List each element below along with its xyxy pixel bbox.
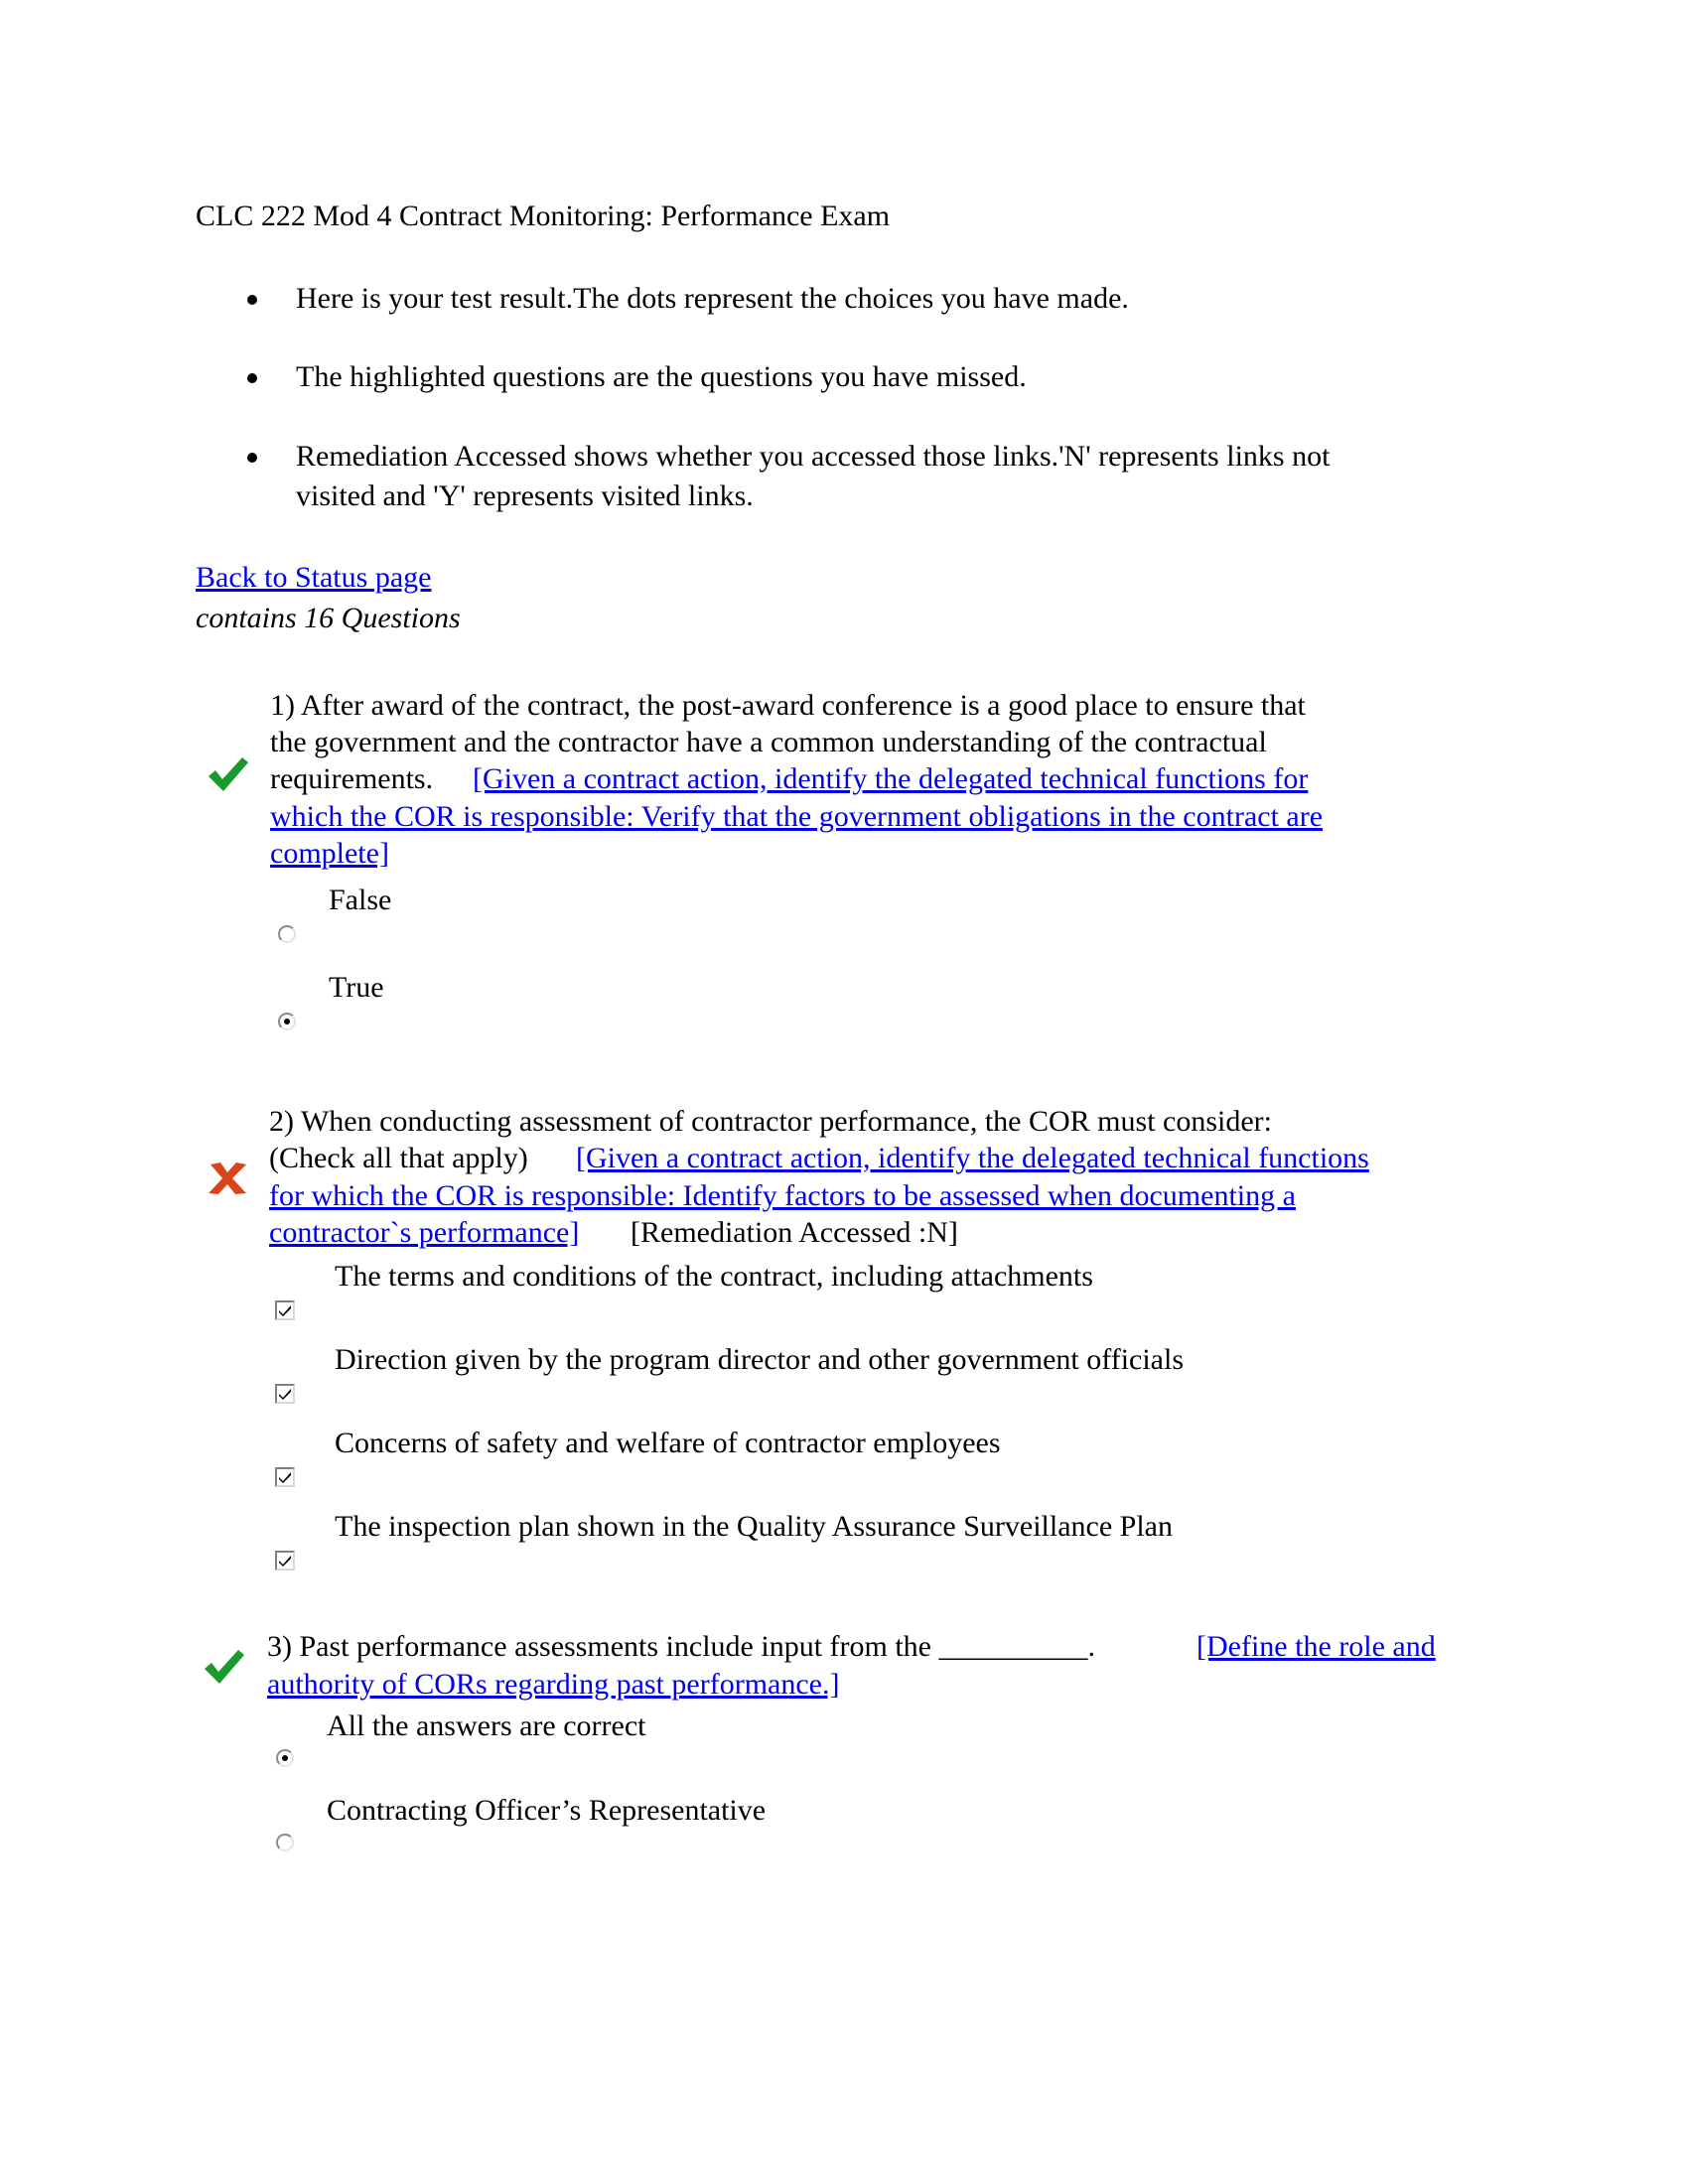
option-radio-cor[interactable]: [276, 1834, 294, 1851]
option-checkbox[interactable]: [275, 1384, 295, 1404]
remediation-link[interactable]: contractor`s performance]: [269, 1216, 580, 1249]
remediation-link[interactable]: [Define the role and: [1196, 1630, 1436, 1663]
question-text: the government and the contractor have a common understanding of the contractual: [270, 726, 1267, 758]
green-check-icon: [203, 1647, 246, 1687]
bullet-icon: [247, 453, 257, 463]
instruction-item: Remediation Accessed shows whether you accessed those links.'N' represents links not: [296, 440, 1331, 473]
option-label: The terms and conditions of the contract, including attachments: [335, 1260, 1093, 1293]
bullet-icon: [247, 295, 257, 305]
remediation-link[interactable]: complete]: [270, 837, 389, 870]
option-checkbox[interactable]: [275, 1300, 295, 1320]
option-radio-true[interactable]: [278, 1013, 296, 1030]
option-label: Contracting Officer’s Representative: [327, 1794, 767, 1827]
remediation-accessed-status: [Remediation Accessed :N]: [631, 1216, 958, 1249]
remediation-link[interactable]: for which the COR is responsible: Identify factors to be assessed when documenting a: [269, 1179, 1296, 1212]
option-label: The inspection plan shown in the Quality Assurance Surveillance Plan: [335, 1510, 1173, 1543]
red-x-icon: [207, 1160, 248, 1196]
option-label: False: [329, 884, 392, 916]
green-check-icon: [207, 754, 250, 794]
instruction-item: Here is your test result.The dots represent the choices you have made.: [296, 282, 1129, 315]
checkmark-icon: [278, 1303, 292, 1317]
question-text: 2) When conducting assessment of contractor performance, the COR must consider:: [269, 1105, 1272, 1138]
bullet-icon: [247, 373, 257, 383]
question-text: 3) Past performance assessments include input from the __________.: [267, 1630, 1095, 1663]
option-label: Concerns of safety and welfare of contractor employees: [335, 1427, 1001, 1459]
option-radio-false[interactable]: [278, 925, 296, 943]
back-to-status-link[interactable]: Back to Status page: [196, 561, 432, 594]
option-label: Direction given by the program director and other government officials: [335, 1343, 1184, 1376]
option-radio-all-correct[interactable]: [276, 1749, 294, 1767]
question-count: contains 16 Questions: [196, 602, 461, 634]
remediation-link[interactable]: authority of CORs regarding past performance.]: [267, 1668, 840, 1701]
question-text: 1) After award of the contract, the post-award conference is a good place to ensure that: [270, 689, 1306, 722]
remediation-link[interactable]: which the COR is responsible: Verify that the government obligations in the contract are: [270, 800, 1324, 833]
remediation-link[interactable]: [Given a contract action, identify the delegated technical functions for: [473, 762, 1309, 795]
question-text: (Check all that apply): [269, 1142, 528, 1174]
option-label: True: [329, 971, 384, 1004]
checkmark-icon: [278, 1387, 292, 1401]
option-checkbox[interactable]: [275, 1551, 295, 1570]
page-title: CLC 222 Mod 4 Contract Monitoring: Performance Exam: [196, 200, 891, 232]
instruction-item: The highlighted questions are the questions you have missed.: [296, 360, 1027, 393]
option-label: All the answers are correct: [327, 1709, 646, 1742]
option-checkbox[interactable]: [275, 1467, 295, 1487]
checkmark-icon: [278, 1470, 292, 1484]
question-text: requirements.: [270, 762, 434, 795]
remediation-link[interactable]: [Given a contract action, identify the delegated technical functions: [576, 1142, 1369, 1174]
instruction-item-continued: visited and 'Y' represents visited links.: [296, 479, 754, 512]
checkmark-icon: [278, 1554, 292, 1568]
